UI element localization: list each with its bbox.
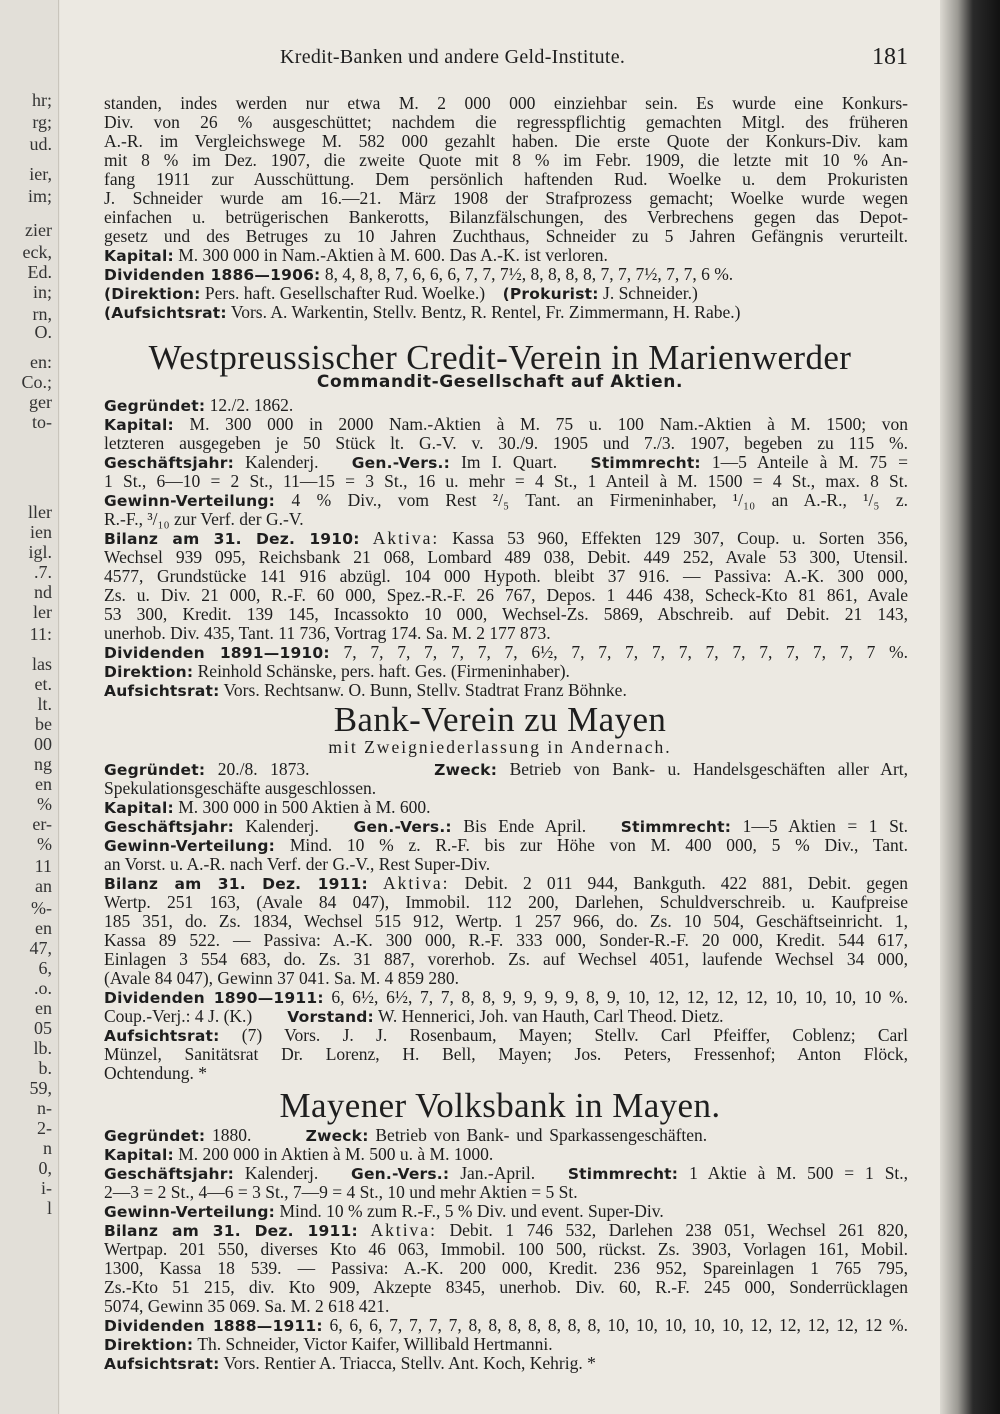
previous-page-edge (0, 0, 59, 1414)
kapital-line: Kapital: M. 200 000 in Aktien à M. 500 u. à M. 1000. (104, 1145, 494, 1164)
previous-page-fragment: 59, (29, 1078, 52, 1098)
previous-page-fragment: zier (25, 220, 52, 240)
bilanz-line: Bilanz am 31. Dez. 1911: Aktiva: Debit. 1 746 532, Darlehen 238 051, Wechsel 261 820, (104, 1221, 908, 1240)
page-number: 181 (872, 44, 908, 70)
previous-page-fragment: eck, (22, 242, 52, 262)
previous-page-fragment: er- (32, 814, 52, 834)
dividenden-line: Dividenden 1891—1910: 7, 7, 7, 7, 7, 7, 7, 6½, 7, 7, 7, 7, 7, 7, 7, 7, 7, 7, 7, 7 %. (104, 643, 908, 662)
prokurist-text: J. Schneider.) (603, 284, 698, 303)
aufsichtsrat-label: (Aufsichtsrat: (104, 304, 227, 322)
running-head: Kredit-Banken und andere Geld-Institute. (280, 46, 626, 68)
aufsichtsrat-line: Aufsichtsrat: Vors. Rentier A. Triacca, Stellv. Ant. Koch, Kehrig. * (104, 1354, 596, 1373)
entry-title: Mayener Volksbank in Mayen. (279, 1086, 721, 1125)
direktion-line: Direktion: Reinhold Schänske, pers. haft. Ges. (Firmeninhaber). (104, 662, 570, 681)
gewinn-line: Gewinn-Verteilung: Mind. 10 % z. R.-F. bis zur Höhe von M. 400 000, 5 % Div., Tant. (104, 836, 908, 855)
previous-page-fragment: % (37, 834, 52, 854)
gewinn-line: Gewinn-Verteilung: Mind. 10 % zum R.-F., 5 % Div. und event. Super-Div. (104, 1202, 664, 1221)
previous-page-fragment: be (35, 714, 52, 734)
previous-page-fragment: en (35, 774, 52, 794)
text-line: 2—3 = 2 St., 4—6 = 3 St., 7—9 = 4 St., 10 und mehr Aktien = 5 St. (104, 1183, 578, 1202)
previous-page-fragment: n- (37, 1098, 52, 1118)
text-line: letzteren ausgegeben je 50 Stück lt. G.-V. v. 30./9. 1905 und 7./3. 1907, begeben zu 115 %. (104, 434, 908, 453)
bilanz-line: Bilanz am 31. Dez. 1911: Aktiva: Debit. 2 011 944, Bankguth. 422 881, Debit. gegen (104, 874, 908, 893)
aufsichtsrat-line (104, 303, 908, 323)
kapital-line (104, 246, 908, 266)
entry-subtitle: mit Zweigniederlassung in Andernach. (328, 737, 672, 757)
text-line: Zs. u. Div. 21 000, R.-F. 60 000, Spez.-R.-F. 26 767, Depos. 1 446 438, Scheck-Kto 81 861, Avale (104, 586, 908, 605)
text-line: gesetz und des Betruges zu 10 Jahren Zuchthaus, Schneider zu 5 Jahren Gefängnis verurteilt. (104, 227, 908, 246)
previous-page-fragment: en: (30, 352, 52, 372)
text-line: Spekulationsgeschäfte ausgeschlossen. (104, 779, 377, 798)
dividenden-line: Dividenden 1890—1911: 6, 6½, 6½, 7, 7, 8, 8, 9, 9, 9, 9, 8, 9, 10, 12, 12, 12, 12, 10, 10, 10, 10 %. (104, 988, 908, 1007)
previous-page-fragment: ien (30, 522, 52, 542)
gegruendet-line: Gegründet: 12./2. 1862. (104, 396, 294, 415)
prokurist-label: (Prokurist: (502, 285, 599, 303)
text-line: 4577, Grundstücke 141 916 abzügl. 104 000 Hypoth. bleibt 37 916. — Passiva: A.-K. 300 000, (104, 567, 908, 586)
text-line: Div. von 26 % ausgeschüttet; nachdem die regresspflichtig gemachten Mitgl. des früheren (104, 113, 908, 132)
geschaeftsjahr-line: Geschäftsjahr: Kalenderj. Gen.-Vers.: Jan.-April. Stimmrecht: 1 Aktie à M. 500 = 1 St., (104, 1164, 908, 1183)
dividenden-line (104, 265, 908, 285)
dividenden-line: Dividenden 1888—1911: 6, 6, 6, 7, 7, 7, 7, 8, 8, 8, 8, 8, 8, 8, 10, 10, 10, 10, 10, 12, 12, 12, 12, 12 %. (104, 1316, 908, 1335)
text-line: Einlagen 3 554 683, do. Zs. 31 887, vorerhob. Zs. auf Wechsel 4051, laufende Wechsel 34 000, (104, 950, 908, 969)
previous-page-fragment: en (35, 918, 52, 938)
previous-page-fragment: 00 (34, 734, 52, 754)
geschaeftsjahr-line: Geschäftsjahr: Kalenderj. Gen.-Vers.: Bis Ende April. Stimmrecht: 1—5 Aktien = 1 St. (104, 817, 908, 836)
previous-page-fragment: rg; (32, 112, 52, 132)
text-line: 1 St., 6—10 = 2 St., 11—15 = 3 St., 16 u. mehr = 4 St., 1 Anteil à M. 1500 = 4 St., max. 8 St. (104, 472, 908, 491)
previous-page-fragment: ger (29, 392, 52, 412)
previous-page-fragment: l (46, 1198, 52, 1218)
aufsichtsrat-line: Aufsichtsrat: Vors. Rechtsanw. O. Bunn, Stellv. Stadtrat Franz Böhnke. (104, 681, 627, 700)
previous-page-fragment: 0, (38, 1158, 52, 1178)
previous-page-fragment: 6, (38, 958, 52, 978)
text-line: Ochtendung. * (104, 1064, 208, 1083)
previous-page-fragment: 47, (29, 938, 52, 958)
dividenden-text: 8, 4, 8, 8, 7, 6, 6, 6, 7, 7, 7½, 8, 8, 8, 8, 7, 7, 7½, 7, 7, 6 %. (324, 265, 734, 284)
text-line: 5074, Gewinn 35 069. Sa. M. 2 618 421. (104, 1297, 390, 1316)
direktion-label: Direktion: (111, 285, 201, 303)
text-line: an Vorst. u. A.-R. nach Verf. der G.-V., Rest Super-Div. (104, 855, 491, 874)
previous-page-fragment: n (43, 1138, 52, 1158)
previous-page-fragment: ud. (29, 134, 52, 154)
vorstand-line: Coup.-Verj.: 4 J. (K.) Vorstand: W. Hennerici, Joh. van Hauth, Carl Theod. Dietz. (104, 1007, 724, 1026)
previous-page-fragment: igl. (28, 542, 52, 562)
gegruendet-line: Gegründet: 1880. Zweck: Betrieb von Bank- und Sparkassengeschäften. (104, 1126, 708, 1145)
kapital-line: Kapital: M. 300 000 in 2000 Nam.-Aktien à M. 75 u. 100 Nam.-Aktien à M. 1500; von (104, 415, 908, 434)
text-line: fang 1911 zur Ausschüttung. Dem persönlich haftenden Rud. Woelke u. dem Prokuristen (104, 170, 908, 189)
previous-page-fragment: .7. (34, 562, 52, 582)
previous-page-fragment: ler (33, 602, 52, 622)
direktion-line: (Direktion: Pers. haft. Gesellschafter Rud. Woelke.) (Prokurist: J. Schneider.) (104, 284, 698, 303)
text-line: J. Schneider wurde am 16.—21. März 1908 der Strafprozess gemacht; Woelke wurde wegen (104, 189, 908, 208)
entry-title: Westpreussischer Credit-Verein in Marienwerder (148, 338, 852, 377)
previous-page-fragment: las (32, 654, 52, 674)
previous-page-fragment: et. (34, 674, 52, 694)
direktion-line: Direktion: Th. Schneider, Victor Kaifer, Willibald Hertmanni. (104, 1335, 553, 1354)
kapital-text: M. 300 000 in Nam.-Aktien à M. 600. Das A.-K. ist verloren. (178, 246, 608, 265)
text-line: 53 300, Kredit. 139 145, Incassokto 10 000, Wechsel-Zs. 5869, Abschreib. auf Debit. 21 143, (104, 605, 908, 624)
kapital-label: Kapital: (104, 247, 174, 265)
text-line: R.-F., ³/₁₀ zur Verf. der G.-V. (104, 510, 304, 529)
previous-page-fragment: .o. (34, 978, 52, 998)
text-line: Zs.-Kto 51 215, div. Kto 909, Akzepte 8345, unerhob. Div. 60, R.-F. 245 000, Sonderrücklagen (104, 1278, 908, 1297)
text-line: einfachen u. betrügerischen Bankerotts, Bilanzfälschungen, des Verbrechens gegen das Depot- (104, 208, 908, 227)
text-line: 1300, Kassa 18 539. — Passiva: A.-K. 200 000, Kredit. 236 952, Spareinlagen 1 765 795, (104, 1259, 908, 1278)
previous-page-fragment: to- (32, 412, 52, 432)
text-line: Wechsel 939 095, Reichsbank 21 068, Lombard 489 038, Debit. 449 252, Avale 53 300, Utensil. (104, 548, 908, 567)
previous-page-fragment: Co.; (21, 372, 52, 392)
aufsichtsrat-line: Aufsichtsrat: (7) Vors. J. J. Rosenbaum, Mayen; Stellv. Carl Pfeiffer, Coblenz; Carl (104, 1026, 908, 1045)
previous-page-fragment: rn, (32, 304, 52, 324)
text-line: standen, indes werden nur etwa M. 2 000 000 einziehbar sein. Es wurde eine Konkurs- (104, 94, 908, 113)
geschaeftsjahr-line: Geschäftsjahr: Kalenderj. Gen.-Vers.: Im I. Quart. Stimmrecht: 1—5 Anteile à M. 75 = (104, 453, 908, 472)
text-line: A.-R. im Vergleichswege M. 582 000 gezahlt haben. Die erste Quote der Konkurs-Div. kam (104, 132, 908, 151)
text-line: Kassa 89 522. — Passiva: A.-K. 300 000, R.-F. 333 000, Sonder-R.-F. 20 000, Kredit. 544 617, (104, 931, 908, 950)
bilanz-line: Bilanz am 31. Dez. 1910: Aktiva: Kassa 53 960, Effekten 129 307, Coup. u. Sorten 356, (104, 529, 908, 548)
previous-page-fragment: % (37, 794, 52, 814)
previous-page-fragment: nd (34, 582, 52, 602)
gegruendet-line: Gegründet: 20./8. 1873. Zweck: Betrieb von Bank- u. Handelsgeschäften aller Art, (104, 760, 908, 779)
previous-page-fragment: i- (41, 1178, 52, 1198)
text-line: Wertp. 251 163, (Avale 84 047), Immobil. 112 200, Darlehen, Schuldverschreib. u. Kaufpreise (104, 893, 908, 912)
text-line: mit 8 % im Dez. 1907, die zweite Quote mit 8 % im Febr. 1909, die letzte mit 10 % An- (104, 151, 908, 170)
previous-page-fragment: en (35, 998, 52, 1018)
previous-page-fragment: im; (27, 186, 52, 206)
previous-page-fragment: hr; (32, 90, 52, 110)
page (60, 0, 940, 1414)
dividenden-label: Dividenden 1886—1906: (104, 266, 321, 284)
previous-page-fragment: lt. (37, 694, 52, 714)
previous-page-fragment: lb. (33, 1038, 52, 1058)
direktion-text: Pers. haft. Gesellschafter Rud. Woelke.) (204, 284, 486, 303)
previous-page-fragment: O. (34, 322, 52, 342)
entry-subtitle: Commandit-Gesellschaft auf Aktien. (316, 372, 684, 392)
previous-page-fragment: 2- (37, 1118, 52, 1138)
text-line: Wertpap. 201 550, diverses Kto 46 063, Immobil. 100 500, rückst. Zs. 3903, Vorlagen 161, Mobil. (104, 1240, 908, 1259)
previous-page-fragment: ier, (29, 164, 52, 184)
aufsichtsrat-text: Vors. A. Warkentin, Stellv. Bentz, R. Rentel, Fr. Zimmermann, H. Rabe.) (230, 303, 741, 322)
entry-title: Bank-Verein zu Mayen (333, 700, 667, 739)
book-binding-shadow (940, 0, 1000, 1414)
previous-page-fragment: in; (32, 282, 52, 302)
text-line: (Avale 84 047), Gewinn 37 041. Sa. M. 4 859 280. (104, 969, 459, 988)
text-line: unerhob. Div. 435, Tant. 11 736, Vortrag 174. Sa. M. 2 177 873. (104, 624, 551, 643)
previous-page-fragment: ng (34, 754, 52, 774)
previous-page-fragment: 11: (29, 624, 52, 644)
previous-page-fragment: ller (28, 502, 52, 522)
previous-page-fragment: Ed. (27, 262, 52, 282)
previous-page-fragment: %- (31, 898, 52, 918)
previous-page-fragment: 05 (34, 1018, 52, 1038)
kapital-line: Kapital: M. 300 000 in 500 Aktien à M. 600. (104, 798, 431, 817)
text-line: 185 351, do. Zs. 1834, Wechsel 515 912, Wertp. 1 257 966, do. Zs. 10 504, Geschäftseinricht. 1, (104, 912, 908, 931)
gewinn-line: Gewinn-Verteilung: 4 % Div., vom Rest ²/₅ Tant. an Firmeninhaber, ¹/₁₀ an A.-R., ¹/₅ z. (104, 491, 908, 510)
previous-page-fragment: b. (38, 1058, 52, 1078)
text-line: Münzel, Sanitätsrat Dr. Lorenz, H. Bell, Mayen; Jos. Peters, Fressenhof; Anton Flöck, (104, 1045, 908, 1064)
previous-page-fragment: an (35, 876, 52, 896)
previous-page-fragment: 11 (34, 856, 52, 876)
